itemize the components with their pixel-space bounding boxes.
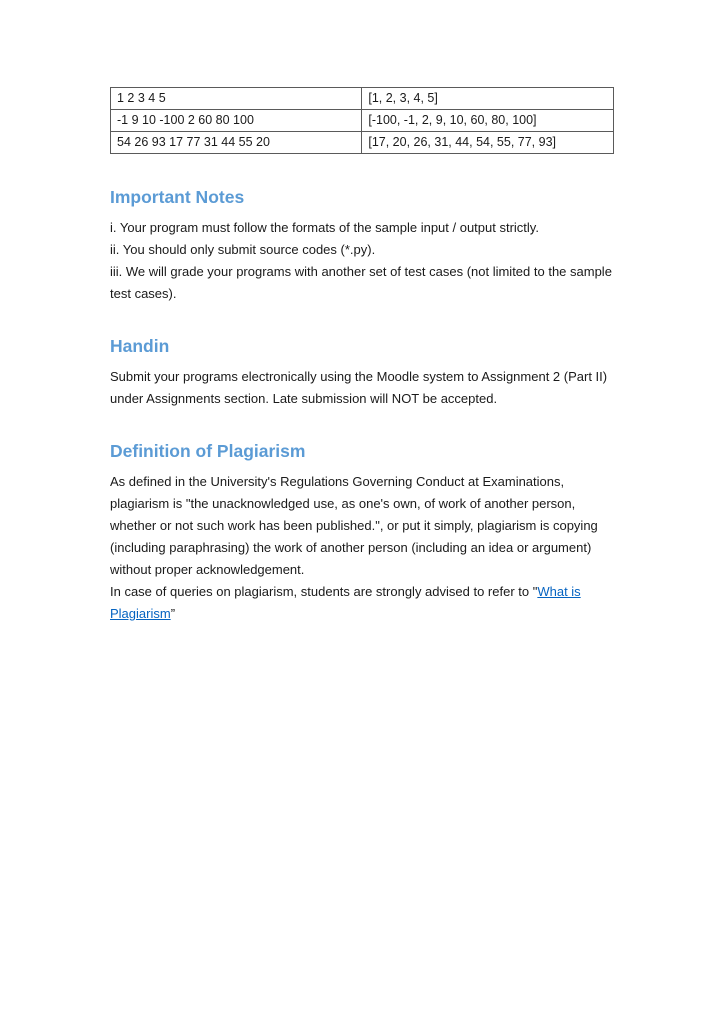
handin-heading: Handin <box>110 336 170 356</box>
plagiarism-advice <box>110 581 614 625</box>
important-notes-heading: Important Notes <box>110 187 245 207</box>
plagiarism-definition: As defined in the University's Regulations Governing Conduct at Examinations, plagiarism is "the unacknowledged use, as one's own, of work of another person, whether or not such work has been published.", or put it simply, plagiarism is copying (including paraphrasing) the work of another person (including an idea or argument) without proper acknowledgement. <box>110 474 598 577</box>
plagiarism-advice-suffix: ” <box>170 606 176 621</box>
note-item: iii. We will grade your programs with another set of test cases (not limited to the sample test cases). <box>110 264 612 301</box>
plagiarism-heading: Definition of Plagiarism <box>110 441 306 461</box>
sample-input-cell: -1 9 10 -100 2 60 80 100 <box>111 110 362 132</box>
important-notes-list <box>110 217 614 305</box>
sample-output-cell: [1, 2, 3, 4, 5] <box>362 88 614 110</box>
table-row <box>111 110 614 132</box>
table-row <box>111 132 614 154</box>
plagiarism-body <box>110 471 614 625</box>
note-item: ii. You should only submit source codes (*.py). <box>110 242 376 257</box>
document-page <box>110 87 614 625</box>
what-is-plagiarism-link[interactable]: What is Plagiarism <box>110 584 581 621</box>
sample-output-cell: [-100, -1, 2, 9, 10, 60, 80, 100] <box>362 110 614 132</box>
table-row <box>111 88 614 110</box>
sample-io-table <box>110 87 614 154</box>
note-item: i. Your program must follow the formats of the sample input / output strictly. <box>110 220 539 235</box>
sample-input-cell: 54 26 93 17 77 31 44 55 20 <box>111 132 362 154</box>
handin-text: Submit your programs electronically using the Moodle system to Assignment 2 (Part II) under Assignments section. Late submission will NOT be accepted. <box>110 369 608 406</box>
sample-output-cell: [17, 20, 26, 31, 44, 54, 55, 77, 93] <box>362 132 614 154</box>
sample-input-cell: 1 2 3 4 5 <box>111 88 362 110</box>
plagiarism-advice-prefix: In case of queries on plagiarism, students are strongly advised to refer to " <box>110 584 538 599</box>
